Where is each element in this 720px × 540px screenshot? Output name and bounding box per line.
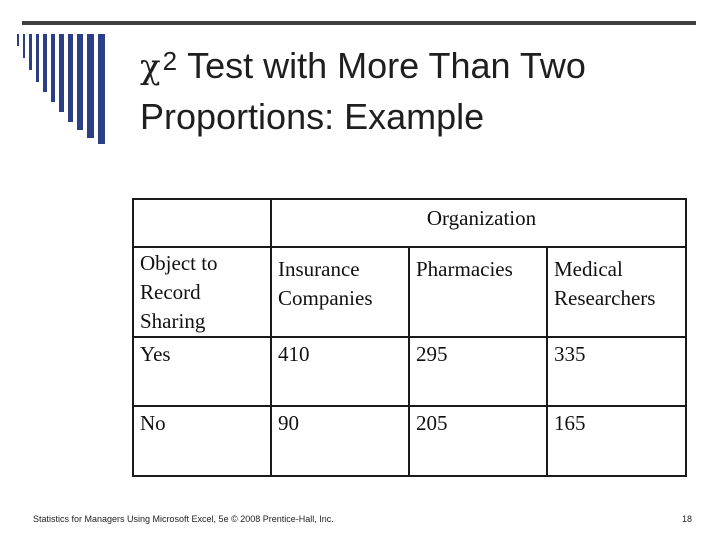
title-line2: Proportions: Example [140, 96, 485, 137]
column-header-line: Medical [554, 257, 623, 281]
chi-symbol: χ [140, 47, 161, 87]
slide-title [140, 42, 700, 140]
table-group-row [133, 199, 686, 247]
table-cell: 335 [547, 337, 686, 406]
decorative-bar [23, 34, 25, 58]
table-cell: 165 [547, 406, 686, 476]
column-header-insurance [271, 247, 409, 337]
table-cell: 410 [271, 337, 409, 406]
row-label-no: No [133, 406, 271, 476]
table-row [133, 406, 686, 476]
decorative-bar [98, 34, 105, 144]
row-label-yes: Yes [133, 337, 271, 406]
title-superscript: 2 [162, 46, 178, 76]
page-number: 18 [682, 514, 693, 524]
column-header-line: Pharmacies [416, 257, 513, 281]
table-cell: 205 [409, 406, 547, 476]
decorative-bar [17, 34, 19, 46]
table-corner-cell [133, 199, 271, 247]
footer-text: Statistics for Managers Using Microsoft Excel, 5e © 2008 Prentice-Hall, Inc. [33, 514, 334, 524]
table-row [133, 337, 686, 406]
title-line1: Test with More Than Two [177, 45, 586, 86]
row-header-cell [133, 247, 271, 337]
decorative-bar [77, 34, 83, 130]
table-cell: 90 [271, 406, 409, 476]
organization-header: Organization [271, 199, 686, 247]
decorative-bar [29, 34, 32, 70]
column-header-line: Researchers [554, 286, 656, 310]
decorative-bar [51, 34, 55, 102]
table-cell: 295 [409, 337, 547, 406]
column-header-medical [547, 247, 686, 337]
row-header-line: Record [140, 280, 201, 304]
column-header-line: Insurance [278, 257, 360, 281]
decorative-bar [36, 34, 39, 82]
row-header-line: Object to [140, 251, 218, 275]
top-rule [22, 21, 696, 25]
row-header-line: Sharing [140, 309, 206, 333]
contingency-table [132, 198, 687, 477]
decorative-bar [59, 34, 64, 112]
table-header-row [133, 247, 686, 337]
decorative-bar [87, 34, 94, 138]
column-header-line: Companies [278, 286, 373, 310]
column-header-pharmacies [409, 247, 547, 337]
decorative-bar [68, 34, 73, 122]
decorative-bar [43, 34, 47, 92]
